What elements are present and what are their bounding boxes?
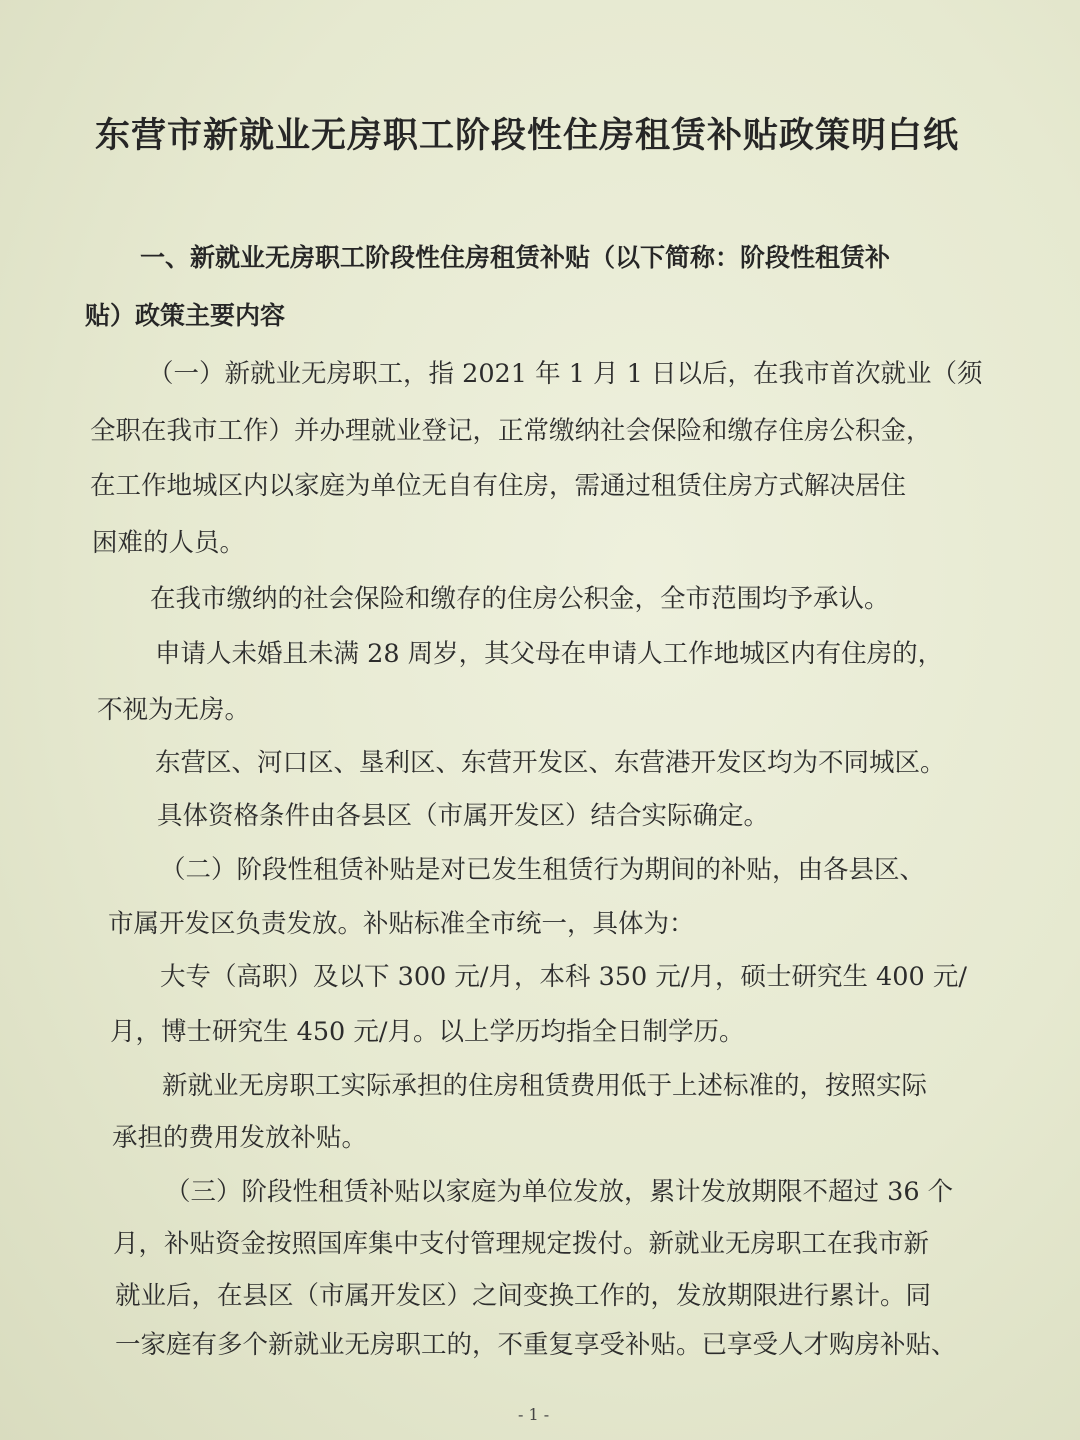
paragraph-line: （三）阶段性租赁补贴以家庭为单位发放，累计发放期限不超过 36 个 <box>165 1177 954 1207</box>
document-title: 东营市新就业无房职工阶段性住房租赁补贴政策明白纸 <box>95 115 960 156</box>
section-heading-line-2: 贴）政策主要内容 <box>85 301 286 330</box>
paragraph-line: （一）新就业无房职工，指 2021 年 1 月 1 日以后，在我市首次就业（须 <box>148 359 983 389</box>
paragraph-line: 月，补贴资金按照国库集中支付管理规定拨付。新就业无房职工在我市新 <box>113 1229 930 1259</box>
paragraph-line: 申请人未婚且未满 28 周岁，其父母在申请人工作地城区内有住房的， <box>155 639 944 669</box>
paragraph-line: 新就业无房职工实际承担的住房租赁费用低于上述标准的，按照实际 <box>162 1071 928 1101</box>
paragraph-line: 全职在我市工作）并办理就业登记，正常缴纳社会保险和缴存住房公积金， <box>90 416 932 446</box>
paragraph-line: （二）阶段性租赁补贴是对已发生租赁行为期间的补贴，由各县区、 <box>160 855 926 885</box>
paragraph-line: 就业后，在县区（市属开发区）之间变换工作的，发放期限进行累计。同 <box>115 1281 932 1311</box>
paragraph-line: 在我市缴纳的社会保险和缴存的住房公积金，全市范围均予承认。 <box>150 584 890 614</box>
paragraph-line: 困难的人员。 <box>92 528 246 558</box>
paragraph-line: 不视为无房。 <box>97 695 251 725</box>
paragraph-line: 月，博士研究生 450 元/月。以上学历均指全日制学历。 <box>110 1017 745 1047</box>
page-number: - 1 - <box>518 1405 550 1424</box>
paragraph-line: 市属开发区负责发放。补贴标准全市统一，具体为： <box>108 909 695 939</box>
paragraph-line: 大专（高职）及以下 300 元/月，本科 350 元/月，硕士研究生 400 元/ <box>160 962 967 992</box>
paragraph-line: 一家庭有多个新就业无房职工的，不重复享受补贴。已享受人才购房补贴、 <box>115 1330 957 1360</box>
paragraph-line: 具体资格条件由各县区（市属开发区）结合实际确定。 <box>157 801 770 831</box>
section-heading-line-1: 一、新就业无房职工阶段性住房租赁补贴（以下简称：阶段性租赁补 <box>140 243 891 272</box>
paragraph-line: 东营区、河口区、垦利区、东营开发区、东营港开发区均为不同城区。 <box>155 748 946 778</box>
paragraph-line: 承担的费用发放补贴。 <box>112 1123 368 1153</box>
paragraph-line: 在工作地城区内以家庭为单位无自有住房，需通过租赁住房方式解决居住 <box>90 471 907 501</box>
